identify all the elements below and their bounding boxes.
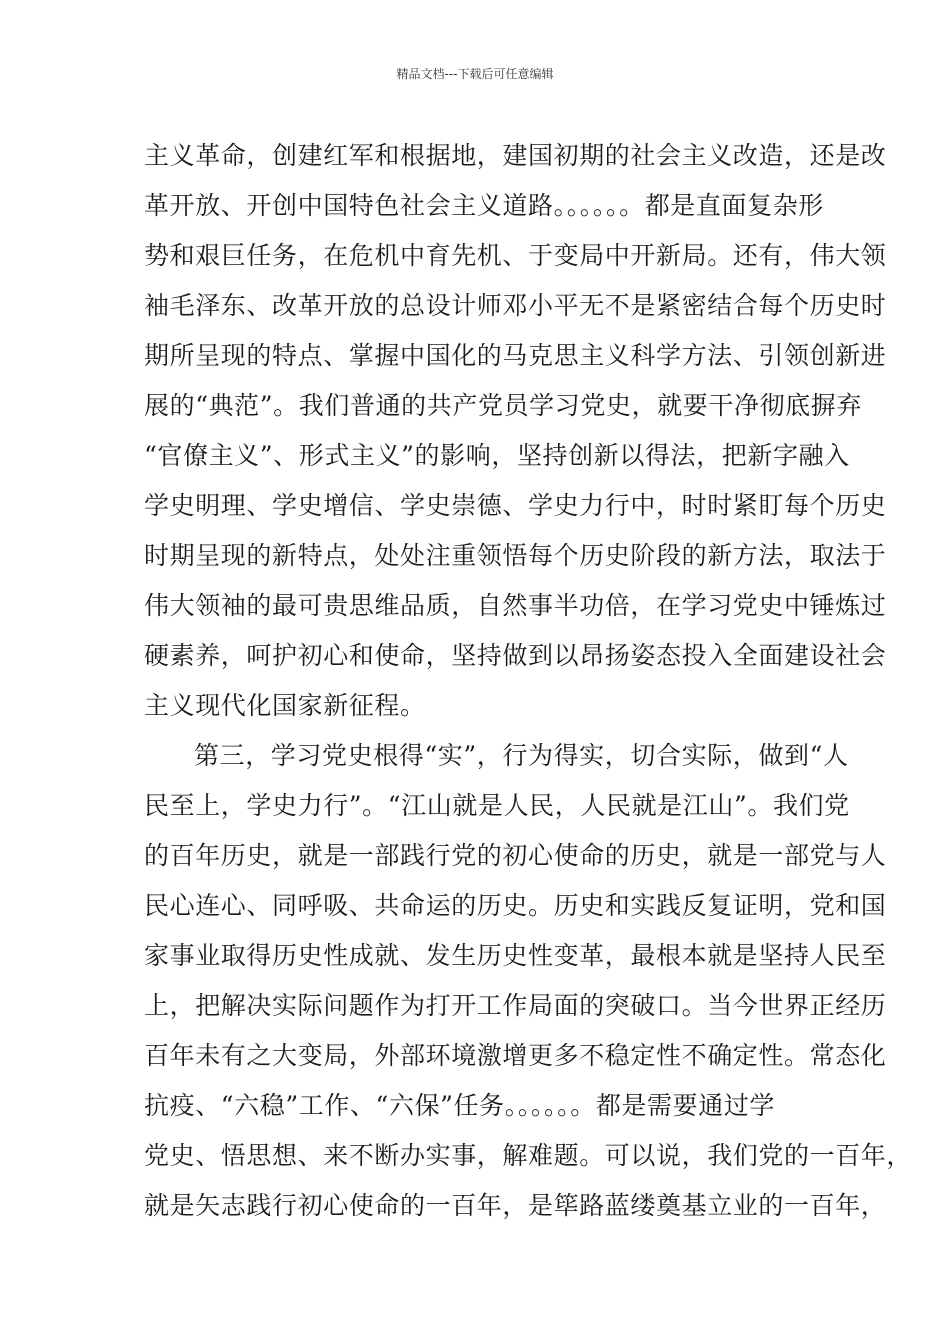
text-line: 百年未有之大变局，外部环境激增更多不稳定性不确定性。常态化	[144, 1041, 887, 1070]
text-line: 革开放、开创中国特色社会主义道路。。。。。。都是直面复杂形	[144, 191, 824, 220]
text-line: 期所呈现的特点、掌握中国化的马克思主义科学方法、引领创新进	[144, 341, 887, 370]
text-line: 就是矢志践行初心使命的一百年，是筚路蓝缕奠基立业的一百年，	[144, 1191, 887, 1220]
paragraph-first-line: 第三，学习党史根得“实”，行为得实，切合实际，做到“人	[194, 741, 849, 770]
text-line: 势和艰巨任务，在危机中育先机、于变局中开新局。还有，伟大领	[144, 241, 887, 270]
text-line: 家事业取得历史性成就、发生历史性变革，最根本就是坚持人民至	[144, 941, 887, 970]
text-line: 学史明理、学史增信、学史崇德、学史力行中，时时紧盯每个历史	[144, 491, 887, 520]
text-line: 展的“典范”。我们普通的共产党员学习党史，就要干净彻底摒弃	[144, 391, 862, 420]
page-header: 精品文档---下载后可任意编辑	[396, 67, 554, 81]
text-line: 民心连心、同呼吸、共命运的历史。历史和实践反复证明，党和国	[144, 891, 887, 920]
text-line: 的百年历史，就是一部践行党的初心使命的历史，就是一部党与人	[144, 841, 887, 870]
text-line: 硬素养，呵护初心和使命，坚持做到以昂扬姿态投入全面建设社会	[144, 641, 887, 670]
text-line: 主义革命，创建红军和根据地，建国初期的社会主义改造，还是改	[144, 141, 887, 170]
text-line: 主义现代化国家新征程。	[144, 691, 426, 720]
text-line: 袖毛泽东、改革开放的总设计师邓小平无不是紧密结合每个历史时	[144, 291, 887, 320]
text-line: 抗疫、“六稳”工作、“六保”任务。。。。。。都是需要通过学	[144, 1091, 776, 1120]
text-line: “官僚主义”、形式主义”的影响，坚持创新以得法，把新字融入	[144, 441, 850, 470]
text-line: 民至上，学史力行”。“江山就是人民，人民就是江山”。我们党	[144, 791, 850, 820]
text-line: 党史、悟思想、来不断办实事，解难题。可以说，我们党的一百年，	[144, 1141, 913, 1170]
document-body	[144, 131, 913, 1231]
text-line: 伟大领袖的最可贵思维品质，自然事半功倍，在学习党史中锤炼过	[144, 591, 887, 620]
text-line: 时期呈现的新特点，处处注重领悟每个历史阶段的新方法，取法于	[144, 541, 887, 570]
text-line: 上，把解决实际问题作为打开工作局面的突破口。当今世界正经历	[144, 991, 887, 1020]
